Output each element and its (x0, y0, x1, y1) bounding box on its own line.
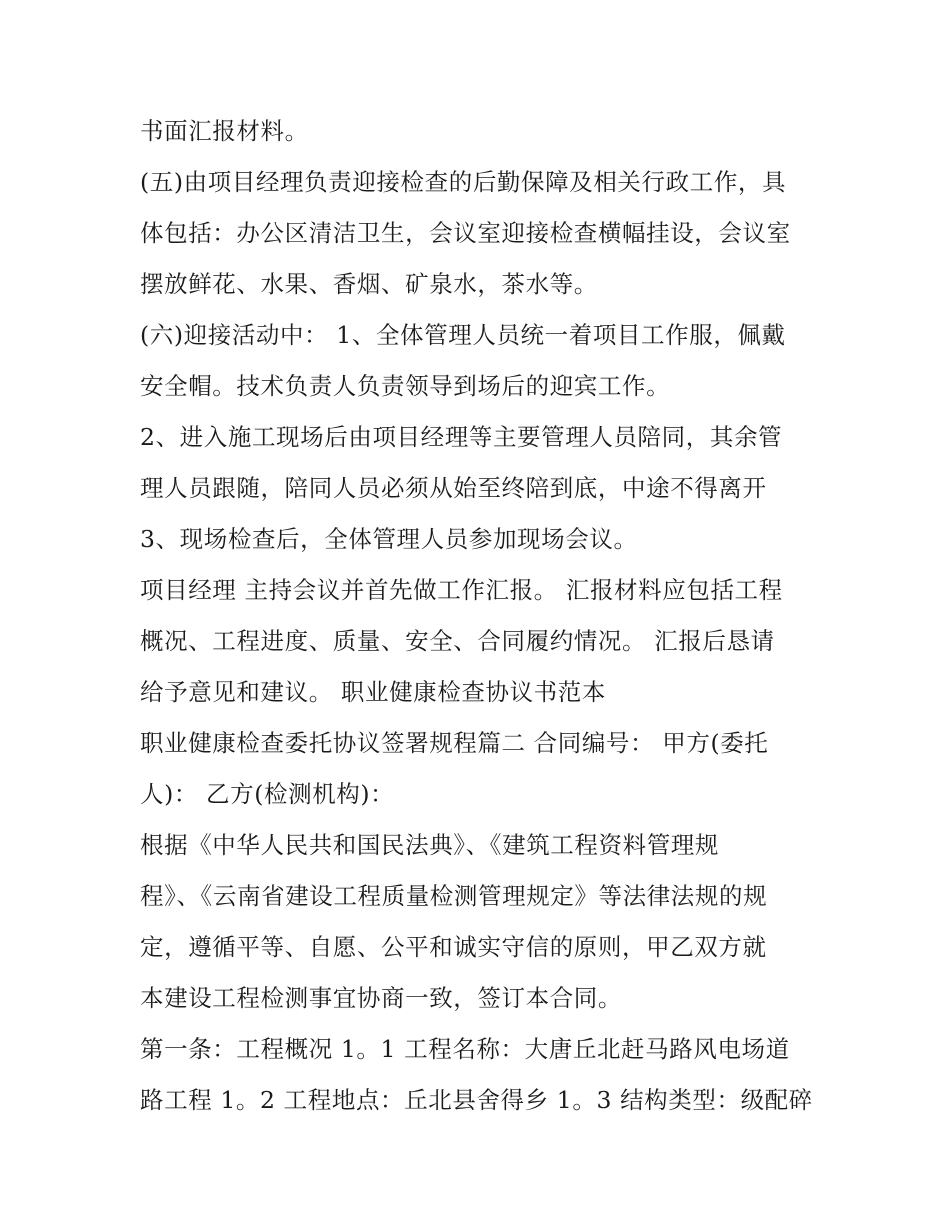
text-line: 本建设工程检测事宜协商一致，签订本合同。 (140, 984, 622, 1012)
text-line: 第一条：工程概况 1。1 工程名称：大唐丘北赶马路风电场道 (140, 1035, 790, 1063)
text-line: 给予意见和建议。 职业健康检查协议书范本 (140, 678, 606, 706)
text-line: 2、进入施工现场后由项目经理等主要管理人员陪同，其余管 (140, 423, 783, 451)
text-line: 职业健康检查委托协议签署规程篇二 合同编号： 甲方(委托 (140, 729, 769, 757)
text-line: 理人员跟随，陪同人员必须从始至终陪到底，中途不得离开 (140, 474, 767, 502)
text-line: (六)迎接活动中： 1、全体管理人员统一着项目工作服，佩戴 (140, 321, 786, 349)
text-line: (五)由项目经理负责迎接检查的后勤保障及相关行政工作，具 (140, 168, 787, 196)
text-line: 程》、《云南省建设工程质量检测管理规定》等法律法规的规 (140, 882, 768, 910)
text-line: 安全帽。技术负责人负责领导到场后的迎宾工作。 (140, 372, 671, 400)
text-line: 项目经理 主持会议并首先做工作汇报。 汇报材料应包括工程 (140, 576, 783, 604)
text-line: 根据《中华人民共和国民法典》、《建筑工程资料管理规 (140, 831, 719, 859)
document-body (140, 106, 830, 1126)
text-line: 摆放鲜花、水果、香烟、矿泉水，茶水等。 (140, 270, 598, 298)
text-line: 定，遵循平等、自愿、公平和诚实守信的原则，甲乙双方就 (140, 933, 767, 961)
text-line: 概况、工程进度、质量、安全、合同履约情况。 汇报后恳请 (140, 627, 775, 655)
text-line: 人)： 乙方(检测机构)： (140, 780, 395, 808)
text-line: 3、现场检查后，全体管理人员参加现场会议。 (140, 525, 638, 553)
text-line: 路工程 1。2 工程地点：丘北县舍得乡 1。3 结构类型：级配碎 (140, 1086, 813, 1114)
text-line: 体包括：办公区清洁卫生，会议室迎接检查横幅挂设，会议室 (140, 219, 791, 247)
text-line: 书面汇报材料。 (140, 117, 309, 145)
